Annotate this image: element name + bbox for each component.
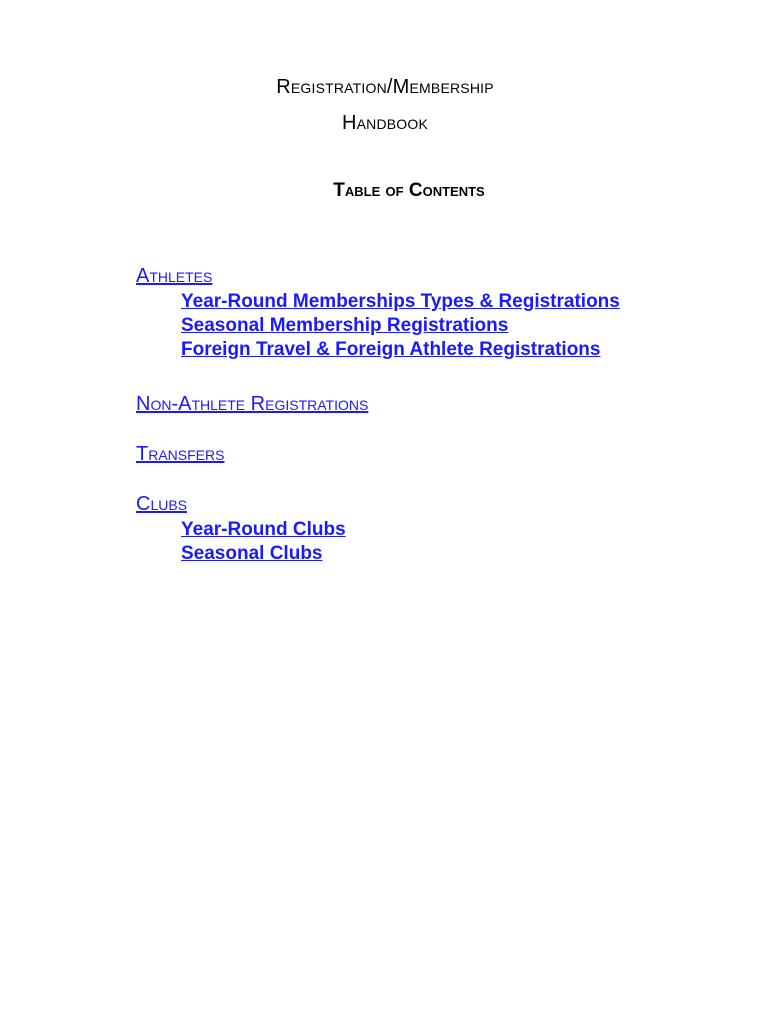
document-title-line-1: Registration/Membership — [276, 76, 494, 98]
toc-section-clubs — [136, 490, 756, 566]
toc-link-seasonal-clubs[interactable]: Seasonal Clubs — [181, 543, 323, 564]
toc-section-transfers — [136, 440, 756, 468]
list-item — [181, 518, 756, 542]
toc-clubs-sublist — [136, 518, 756, 566]
table-of-contents-heading: Table of Contents — [333, 180, 485, 201]
toc-link-non-athlete-registrations[interactable]: Non-Athlete Registrations — [136, 393, 369, 415]
list-item — [181, 290, 756, 314]
toc-link-year-round-memberships[interactable]: Year-Round Memberships Types & Registrations — [181, 291, 620, 312]
spacer — [136, 362, 756, 390]
list-item — [181, 314, 756, 338]
toc-link-year-round-clubs[interactable]: Year-Round Clubs — [181, 519, 346, 540]
toc-section-athletes — [136, 262, 756, 362]
toc-link-seasonal-membership[interactable]: Seasonal Membership Registrations — [181, 315, 509, 336]
toc-link-clubs[interactable]: Clubs — [136, 493, 188, 515]
spacer — [136, 418, 756, 440]
toc-link-foreign-travel[interactable]: Foreign Travel & Foreign Athlete Registrations — [181, 339, 601, 360]
toc-link-transfers[interactable]: Transfers — [136, 443, 225, 465]
list-item — [181, 542, 756, 566]
toc-athletes-sublist — [136, 290, 756, 362]
toc-link-athletes[interactable]: Athletes — [136, 265, 213, 287]
spacer — [136, 468, 756, 490]
toc-section-non-athlete — [136, 390, 756, 418]
table-of-contents — [136, 262, 756, 566]
list-item — [181, 338, 756, 362]
document-title-line-2: Handbook — [341, 112, 429, 134]
